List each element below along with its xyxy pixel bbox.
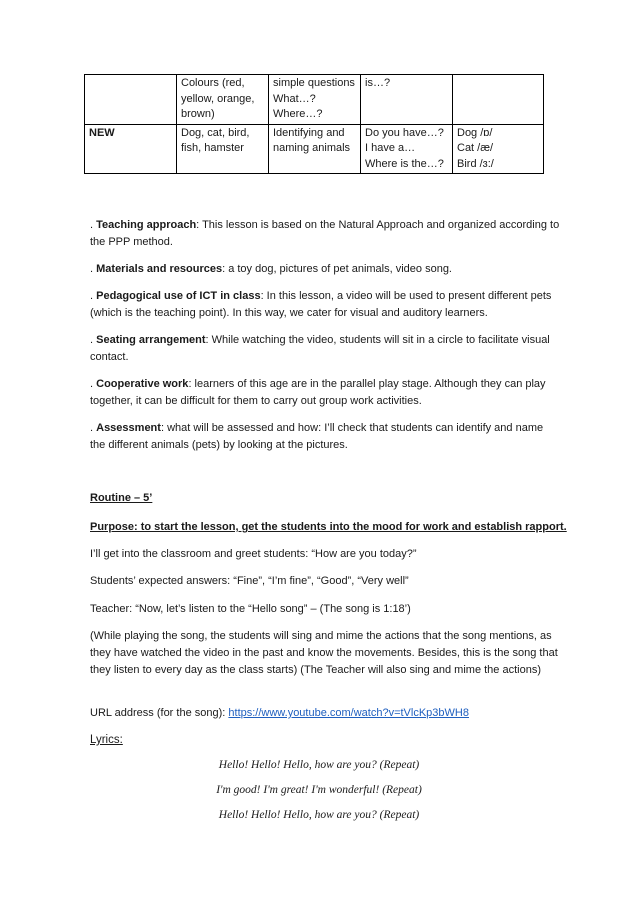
table-cell	[177, 124, 269, 174]
cell-line: Bird /ɜ:/	[457, 157, 494, 170]
cell-line: Do you have…?	[365, 126, 444, 139]
cell-line: Where is the…?	[365, 157, 444, 170]
bullet: .	[90, 378, 97, 390]
lyrics-label: Lyrics:	[90, 734, 123, 746]
cell-line: simple questions	[273, 77, 355, 89]
cell-line: Cat /æ/	[457, 142, 494, 154]
cell-line: Where…?	[273, 108, 323, 120]
routine-heading	[90, 490, 560, 507]
table-cell	[269, 124, 361, 174]
teaching-approach-paragraph	[90, 217, 560, 251]
materials-paragraph	[90, 261, 560, 278]
routine-line-1: I’ll get into the classroom and greet students: “How are you today?”	[90, 548, 417, 560]
cooperative-label: Cooperative work	[96, 378, 189, 390]
cell-line: Identifying and	[273, 126, 345, 139]
table-cell	[85, 75, 177, 125]
purpose-text: Purpose: to start the lesson, get the students into the mood for work and establish rapport.	[90, 521, 567, 533]
lyric-line: Hello! Hello! Hello, how are you? (Repeat)	[218, 759, 420, 771]
table-cell	[453, 124, 544, 174]
bullet: .	[90, 422, 97, 434]
bullet: .	[90, 263, 97, 275]
seating-text: : While watching the video, students will sit in a circle to facilitate visual contact.	[90, 334, 550, 363]
table-cell	[361, 124, 453, 174]
cooperative-paragraph	[90, 376, 560, 410]
table-cell	[177, 75, 269, 125]
lyric-line: Hello! Hello! Hello, how are you? (Repeat)	[218, 809, 420, 821]
ict-text: : In this lesson, a video will be used to present different pets (which is the teaching point). In this way, we cater for visual and auditory learners.	[90, 290, 552, 319]
seating-label: Seating arrangement	[96, 334, 206, 346]
materials-label: Materials and resources	[96, 263, 223, 275]
assessment-paragraph	[90, 420, 560, 454]
routine-line-2: Students’ expected answers: “Fine”, “I’m fine”, “Good”, “Very well”	[90, 575, 409, 587]
table-cell	[361, 75, 453, 125]
cell-line: yellow, orange,	[181, 92, 255, 105]
cell-line: Colours (red,	[181, 77, 245, 89]
table-cell	[269, 75, 361, 125]
cell-line: I have a…	[365, 142, 416, 154]
table-row	[85, 124, 544, 174]
cell-line: fish, hamster	[181, 142, 244, 154]
ict-paragraph	[90, 288, 560, 322]
purpose-line	[90, 519, 570, 536]
row-label-new: NEW	[89, 126, 115, 139]
cell-line: Dog /ɒ/	[457, 126, 493, 139]
materials-text: : a toy dog, pictures of pet animals, video song.	[222, 263, 452, 275]
lyric-line: I'm good! I'm great! I'm wonderful! (Repeat)	[216, 784, 422, 796]
seating-paragraph	[90, 332, 560, 366]
table-cell	[453, 75, 544, 125]
cell-line: What…?	[273, 92, 316, 105]
cell-line: naming animals	[273, 142, 351, 154]
routine-line-4: (While playing the song, the students will sing and mime the actions that the song mentions, as they have watched the video in the past and know the movements. Besides, this is the song that they listen to every day as the class starts) (The Teacher will also sing and mime the actions)	[90, 630, 558, 676]
table-cell	[85, 124, 177, 174]
routine-line-3: Teacher: “Now, let’s listen to the “Hello song” – (The song is 1:18’)	[90, 603, 411, 615]
assessment-text: : what will be assessed and how: I’ll check that students can identify and name the different animals (pets) by looking at the pictures.	[90, 422, 544, 451]
cell-line: Dog, cat, bird,	[181, 126, 250, 139]
song-url-link[interactable]: https://www.youtube.com/watch?v=tVlcKp3bWH8	[228, 707, 469, 719]
table-row	[85, 75, 544, 125]
assessment-label: Assessment	[96, 422, 161, 434]
cell-line: is…?	[365, 77, 391, 89]
cell-line: brown)	[181, 108, 215, 120]
bullet: .	[90, 219, 97, 231]
ict-label: Pedagogical use of ICT in class	[96, 290, 261, 302]
bullet: .	[90, 290, 97, 302]
cooperative-text: : learners of this age are in the parallel play stage. Although they can play together, it can be difficult for them to carry out group work activities.	[90, 378, 546, 407]
teaching-approach-text: : This lesson is based on the Natural Approach and organized according to the PPP method.	[90, 219, 560, 248]
lesson-plan-table	[84, 74, 544, 174]
teaching-approach-label: Teaching approach	[96, 219, 197, 231]
url-line	[90, 705, 560, 722]
routine-heading-text: Routine – 5’	[90, 492, 153, 504]
url-label: URL address (for the song):	[90, 707, 229, 719]
bullet: .	[90, 334, 97, 346]
